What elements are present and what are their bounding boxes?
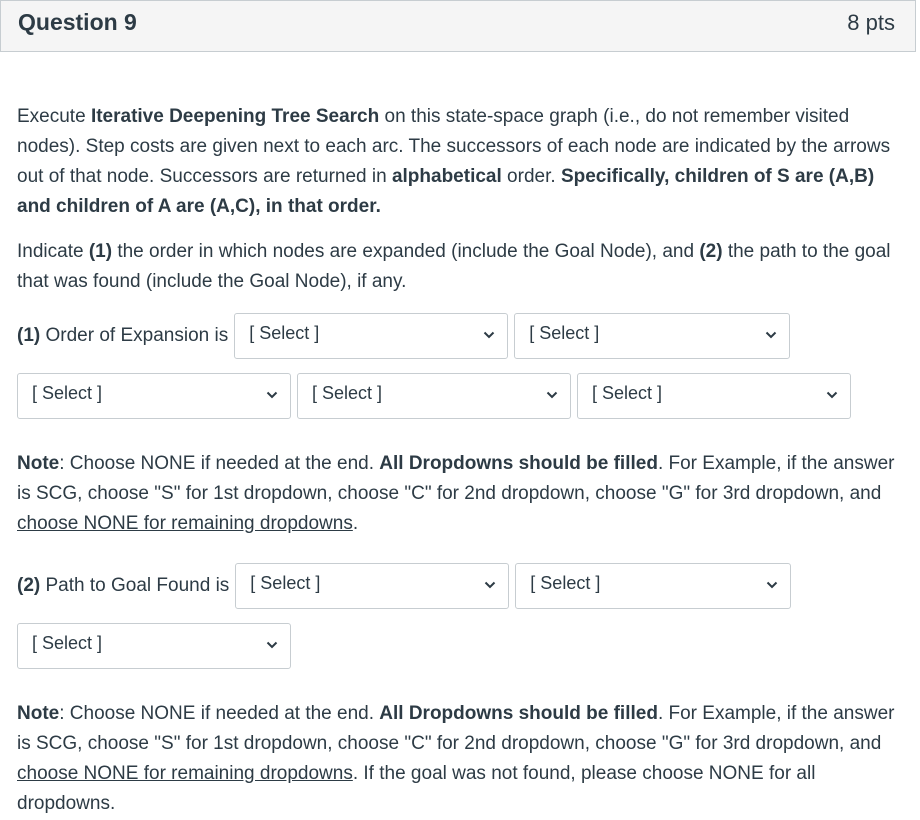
expansion-select-4[interactable]: [ Select ]	[297, 373, 571, 419]
question-header	[0, 0, 916, 52]
expansion-select-5[interactable]: [ Select ]	[577, 373, 851, 419]
chevron-down-icon	[765, 329, 777, 341]
chevron-down-icon	[484, 579, 496, 591]
expansion-select-1[interactable]: [ Select ]	[234, 313, 508, 359]
chevron-down-icon	[266, 389, 278, 401]
expansion-row-2	[17, 373, 897, 419]
question-points: 8 pts	[847, 10, 895, 35]
path-select-2[interactable]: [ Select ]	[515, 563, 791, 609]
expansion-label: (1) Order of Expansion is	[17, 325, 229, 346]
path-select-3[interactable]: [ Select ]	[17, 623, 291, 669]
chevron-down-icon	[766, 579, 778, 591]
chevron-down-icon	[266, 639, 278, 651]
question-body	[17, 102, 897, 819]
path-label: (2) Path to Goal Found is	[17, 575, 230, 596]
path-row-1	[17, 563, 897, 609]
question-instructions: Execute Iterative Deepening Tree Search on this state-space graph (i.e., do not remember visited nodes). Step costs are given next to each arc. The successors of each node are indicated by the arrows out of that node. Successors are returned in alphabetical order. Specifically, children of S are (A,B) and children of A are (A,C), in that order.	[17, 106, 891, 217]
note-expansion: Note: Choose NONE if needed at the end. All Dropdowns should be filled. For Example, if the answer is SCG, choose "S" for 1st dropdown, choose "C" for 2nd dropdown, choose "G" for 3rd dropdown, and choose NONE for remaining dropdowns.	[17, 453, 895, 534]
expansion-select-3[interactable]: [ Select ]	[17, 373, 291, 419]
question-title: Question 9	[18, 9, 137, 35]
path-row-2	[17, 623, 897, 669]
note-path: Note: Choose NONE if needed at the end. All Dropdowns should be filled. For Example, if the answer is SCG, choose "S" for 1st dropdown, choose "C" for 2nd dropdown, choose "G" for 3rd dropdown, and choose NONE for remaining dropdowns. If the goal was not found, please choose NONE for all dropdowns.	[17, 703, 895, 814]
question-task: Indicate (1) the order in which nodes are expanded (include the Goal Node), and (2) the path to the goal that was found (include the Goal Node), if any.	[17, 241, 891, 292]
expansion-row-1	[17, 313, 897, 359]
path-select-1[interactable]: [ Select ]	[235, 563, 509, 609]
chevron-down-icon	[826, 389, 838, 401]
expansion-select-2[interactable]: [ Select ]	[514, 313, 790, 359]
chevron-down-icon	[546, 389, 558, 401]
chevron-down-icon	[483, 329, 495, 341]
